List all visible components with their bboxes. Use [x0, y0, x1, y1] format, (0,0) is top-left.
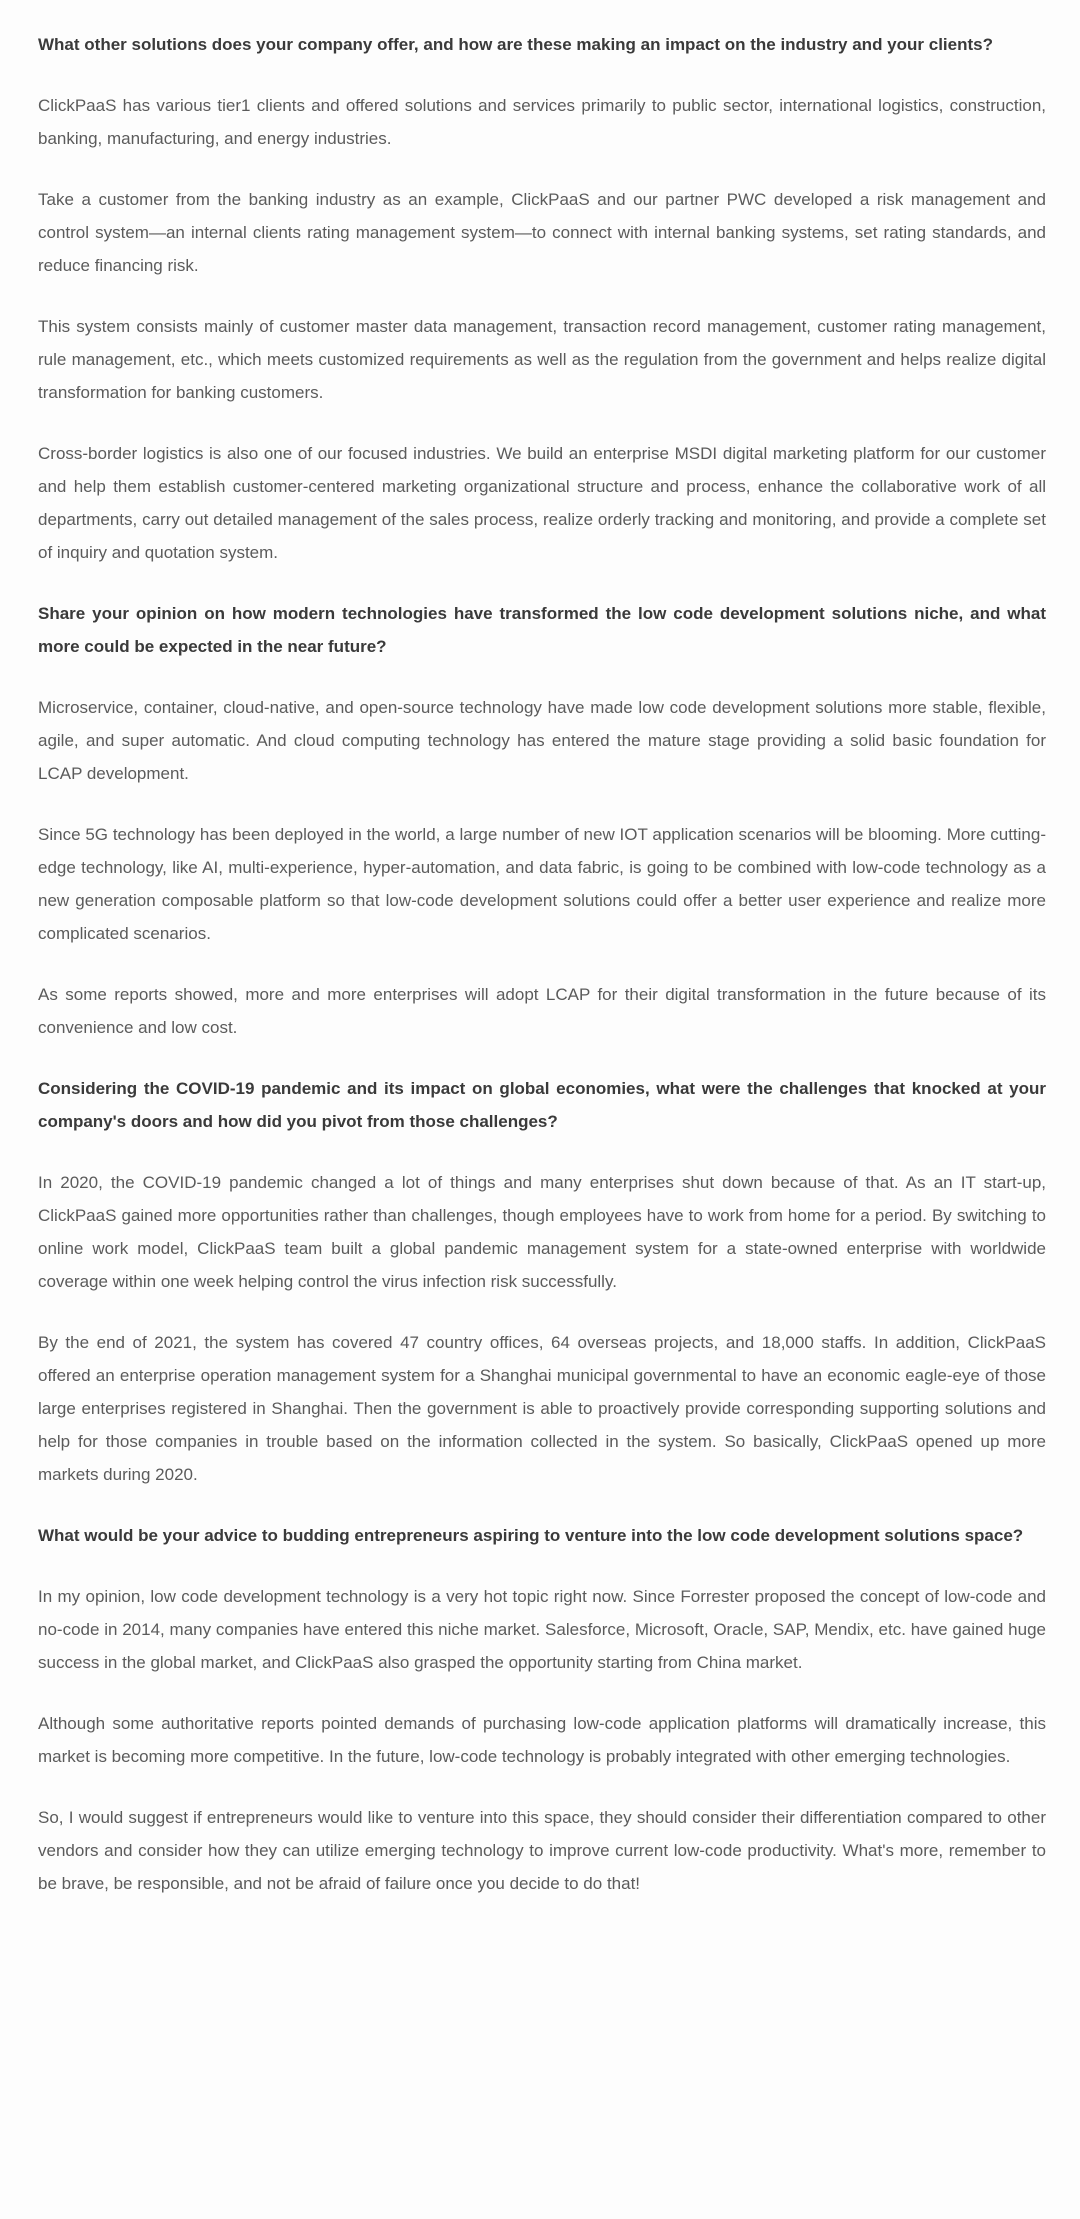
- answer-paragraph: Cross-border logistics is also one of our focused industries. We build an enterprise MSDI digital marketing platform for our customer and help them establish customer-centered marketing organizational structure and process, enhance the collaborative work of all departments, carry out detailed management of the sales process, realize orderly tracking and monitoring, and provide a complete set of inquiry and quotation system.: [38, 444, 1046, 562]
- answer-paragraph: Although some authoritative reports pointed demands of purchasing low-code application platforms will dramatically increase, this market is becoming more competitive. In the future, low-code technology is probably integrated with other emerging technologies.: [38, 1714, 1046, 1766]
- answer-paragraph: Since 5G technology has been deployed in the world, a large number of new IOT application scenarios will be blooming. More cutting-edge technology, like AI, multi-experience, hyper-automation, and data fabric, is going to be combined with low-code technology as a new generation composable platform so that low-code development solutions could offer a better user experience and realize more complicated scenarios.: [38, 825, 1046, 943]
- answer-paragraph: In 2020, the COVID-19 pandemic changed a lot of things and many enterprises shut down because of that. As an IT start-up, ClickPaaS gained more opportunities rather than challenges, though employees have to work from home for a period. By switching to online work model, ClickPaaS team built a global pandemic management system for a state-owned enterprise with worldwide coverage within one week helping control the virus infection risk successfully.: [38, 1173, 1046, 1291]
- answer-paragraph: Microservice, container, cloud-native, and open-source technology have made low code development solutions more stable, flexible, agile, and super automatic. And cloud computing technology has entered the mature stage providing a solid basic foundation for LCAP development.: [38, 698, 1046, 783]
- answer-paragraph: By the end of 2021, the system has covered 47 country offices, 64 overseas projects, and 18,000 staffs. In addition, ClickPaaS offered an enterprise operation management system for a Shanghai municipal governmental to have an economic eagle-eye of those large enterprises registered in Shanghai. Then the government is able to proactively provide corresponding supporting solutions and help for those companies in trouble based on the information collected in the system. So basically, ClickPaaS opened up more markets during 2020.: [38, 1333, 1046, 1484]
- answer-paragraph: In my opinion, low code development technology is a very hot topic right now. Since Forrester proposed the concept of low-code and no-code in 2014, many companies have entered this niche market. Salesforce, Microsoft, Oracle, SAP, Mendix, etc. have gained huge success in the global market, and ClickPaaS also grasped the opportunity starting from China market.: [38, 1587, 1046, 1672]
- question-heading: Share your opinion on how modern technologies have transformed the low code development solutions niche, and what more could be expected in the near future?: [38, 604, 1046, 656]
- answer-paragraph: As some reports showed, more and more enterprises will adopt LCAP for their digital transformation in the future because of its convenience and low cost.: [38, 985, 1046, 1037]
- answer-paragraph: ClickPaaS has various tier1 clients and offered solutions and services primarily to public sector, international logistics, construction, banking, manufacturing, and energy industries.: [38, 96, 1046, 148]
- question-heading: What would be your advice to budding entrepreneurs aspiring to venture into the low code development solutions space?: [38, 1526, 1024, 1545]
- answer-paragraph: Take a customer from the banking industry as an example, ClickPaaS and our partner PWC developed a risk management and control system—an internal clients rating management system—to connect with internal banking systems, set rating standards, and reduce financing risk.: [38, 190, 1046, 275]
- answer-paragraph: So, I would suggest if entrepreneurs would like to venture into this space, they should consider their differentiation compared to other vendors and consider how they can utilize emerging technology to improve current low-code productivity. What's more, remember to be brave, be responsible, and not be afraid of failure once you decide to do that!: [38, 1808, 1046, 1893]
- question-heading: Considering the COVID-19 pandemic and its impact on global economies, what were the challenges that knocked at your company's doors and how did you pivot from those challenges?: [38, 1079, 1046, 1131]
- question-heading: What other solutions does your company offer, and how are these making an impact on the industry and your clients?: [38, 35, 993, 54]
- answer-paragraph: This system consists mainly of customer master data management, transaction record management, customer rating management, rule management, etc., which meets customized requirements as well as the regulation from the government and helps realize digital transformation for banking customers.: [38, 317, 1046, 402]
